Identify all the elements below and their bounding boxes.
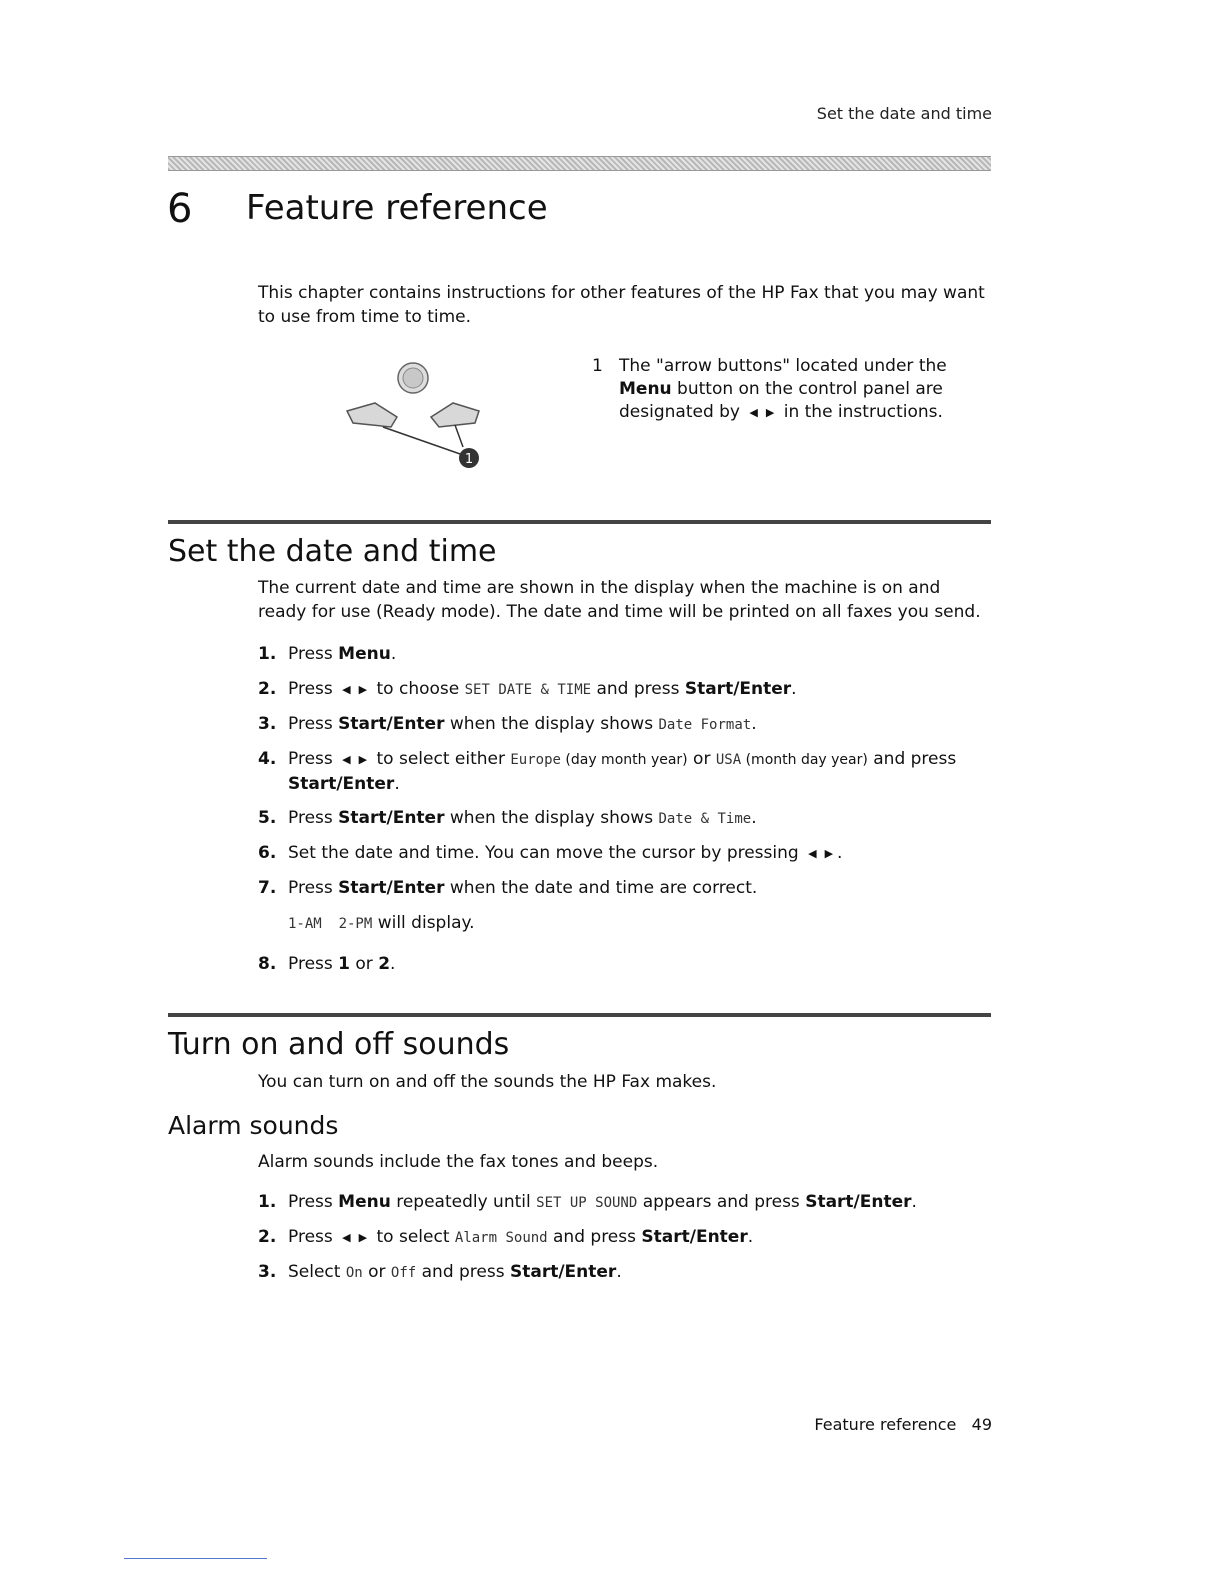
footer-title: Feature reference: [814, 1415, 957, 1434]
left-arrow-icon: ◀: [342, 753, 351, 766]
subsection-intro: Alarm sounds include the fax tones and beeps.: [258, 1152, 659, 1172]
section-rule: [168, 520, 991, 524]
left-arrow-icon: ◀: [342, 683, 351, 696]
arrow-buttons-illustration: [335, 355, 495, 475]
note-text-1: The "arrow buttons" located under the: [619, 356, 947, 376]
section-title: Set the date and time: [168, 534, 497, 569]
left-arrow-icon: ◀: [342, 1231, 351, 1244]
right-arrow-icon: ▶: [358, 683, 368, 696]
left-arrow-icon: ◀: [808, 847, 817, 860]
note-number: 1: [592, 356, 603, 376]
right-arrow-button-icon: [431, 403, 479, 427]
right-arrow-icon: ▶: [765, 406, 775, 419]
chapter-bar: [168, 156, 991, 171]
section-intro: You can turn on and off the sounds the HP Fax makes.: [258, 1072, 717, 1092]
right-arrow-icon: ▶: [358, 753, 368, 766]
page-number: 49: [971, 1415, 992, 1434]
section-intro: The current date and time are shown in the display when the machine is on and ready for use (Ready mode). The date and time will be printed on all faxes you send.: [258, 578, 981, 622]
section-title: Turn on and off sounds: [168, 1027, 510, 1062]
chapter-number: 6: [167, 186, 193, 232]
callout-number: 1: [464, 452, 474, 467]
chapter-title: Feature reference: [246, 188, 548, 228]
bottom-rule: [124, 1558, 267, 1559]
note-text-2: button on the control panel are designated by: [619, 379, 943, 422]
running-header: Set the date and time: [816, 104, 992, 123]
left-arrow-icon: ◀: [749, 406, 758, 419]
right-arrow-icon: ▶: [824, 847, 834, 860]
section-rule: [168, 1013, 991, 1017]
footer: [814, 1415, 992, 1434]
note-text-3: in the instructions.: [778, 402, 943, 422]
note-menu-bold: Menu: [619, 379, 672, 399]
subsection-title: Alarm sounds: [168, 1111, 339, 1140]
chapter-intro: This chapter contains instructions for other features of the HP Fax that you may want to use from time to time.: [258, 283, 985, 327]
left-arrow-button-icon: [347, 403, 397, 427]
right-arrow-icon: ▶: [358, 1231, 368, 1244]
